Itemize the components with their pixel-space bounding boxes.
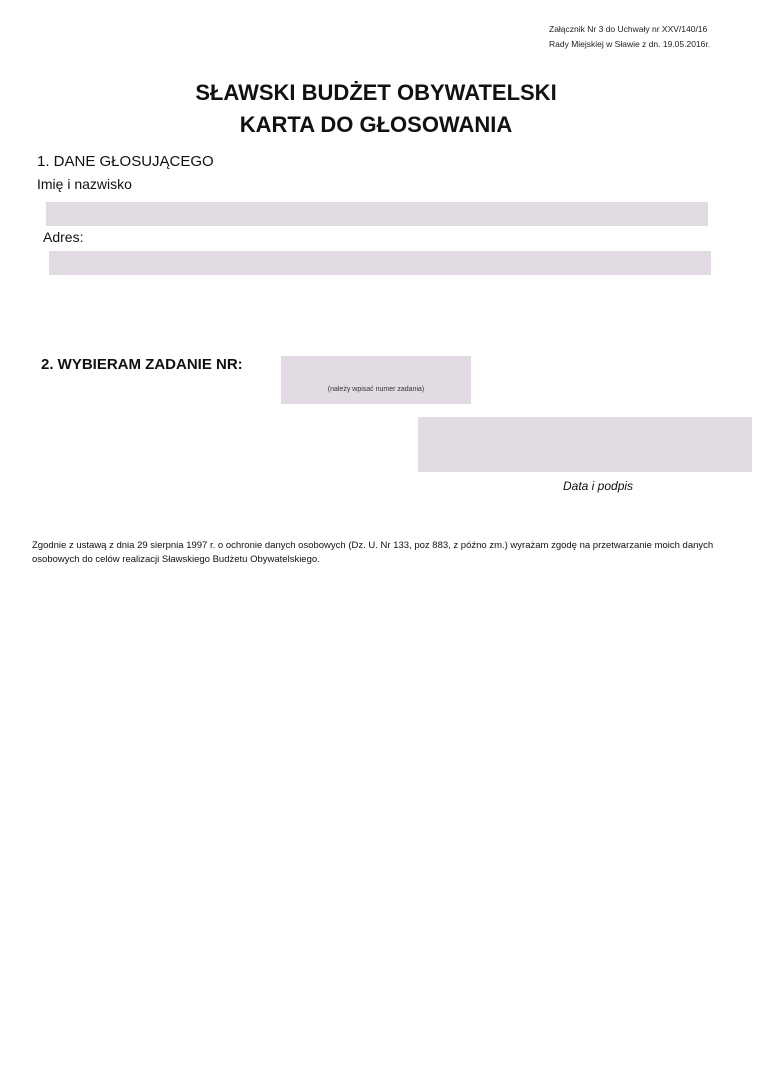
task-number-hint: (należy wpisać numer zadania) xyxy=(327,386,425,393)
section-1-heading: 1. DANE GŁOSUJĄCEGO xyxy=(37,153,214,170)
date-signature-field[interactable] xyxy=(418,417,752,472)
name-label: Imię i nazwisko xyxy=(37,176,132,192)
address-field[interactable] xyxy=(49,251,711,275)
address-label: Adres: xyxy=(43,229,84,245)
document-subtitle: KARTA DO GŁOSOWANIA xyxy=(239,112,513,137)
name-field[interactable] xyxy=(46,202,708,226)
annex-reference xyxy=(549,22,749,52)
date-signature-label: Data i podpis xyxy=(563,479,634,493)
task-number-field[interactable] xyxy=(281,356,471,404)
consent-text: Zgodnie z ustawą z dnia 29 sierpnia 1997 r. o ochronie danych osobowych (Dz. U. Nr 133, poz 883, z późno zm.) wyrażam zgodę na przetwarzanie moich danych osobowych do celów realizacji Sławskiego Budżetu Obywatelskiego. xyxy=(32,540,714,565)
document-title: SŁAWSKI BUDŻET OBYWATELSKI xyxy=(195,80,557,105)
annex-line-1: Załącznik Nr 3 do Uchwały nr XXV/140/16 xyxy=(549,24,708,34)
annex-line-2: Rady Miejskiej w Sławie z dn. 19.05.2016r. xyxy=(549,39,711,49)
section-2-heading: 2. WYBIERAM ZADANIE NR: xyxy=(41,356,243,373)
